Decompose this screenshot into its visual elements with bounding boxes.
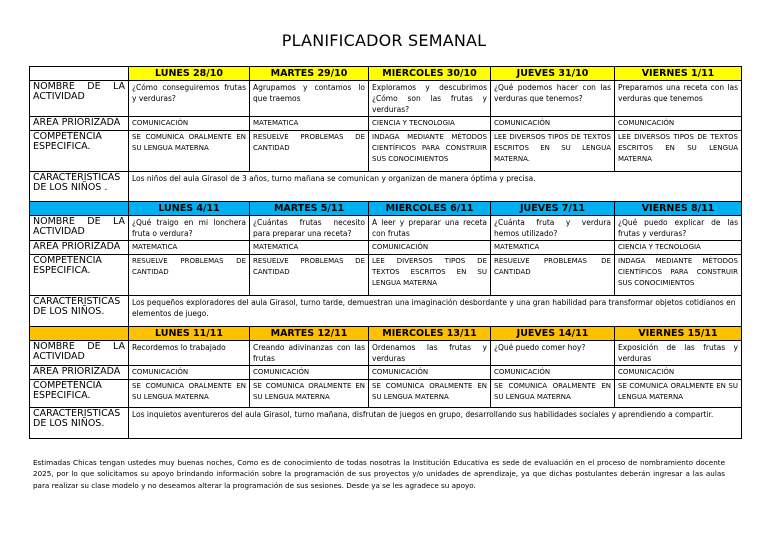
- row-label-actividad: NOMBRE DE LA ACTIVIDAD: [30, 341, 129, 366]
- row-label-competencia: COMPETENCIA ESPECIFICA.: [30, 380, 129, 408]
- day-header: MIERCOLES 6/11: [369, 202, 491, 216]
- day-header: MARTES 29/10: [250, 67, 369, 81]
- day-header: LUNES 28/10: [129, 67, 250, 81]
- competencia-cell: INDAGA MEDIANTE MÉTODOS CIENTÍFICOS PARA CONSTRUIR SUS CONOCIMIENTOS: [369, 131, 491, 172]
- week-2-caracteristicas-row: [30, 296, 742, 327]
- area-cell: MATEMATICA: [129, 241, 250, 255]
- week-3-caracteristicas-row: [30, 408, 742, 439]
- competencia-cell: RESUELVE PROBLEMAS DE CANTIDAD: [491, 255, 615, 296]
- activity-cell: ¿Cuánta fruta y verdura hemos utilizado?: [491, 216, 615, 241]
- week-2-area-row: [30, 241, 742, 255]
- area-cell: COMUNICACIÓN: [369, 366, 491, 380]
- area-cell: COMUNICACIÓN: [369, 241, 491, 255]
- week-3-actividad-row: [30, 341, 742, 366]
- activity-cell: Agrupamos y contamos lo que traemos: [250, 81, 369, 117]
- activity-cell: ¿Qué puedo comer hoy?: [491, 341, 615, 366]
- week-1-actividad-row: [30, 81, 742, 117]
- competencia-cell: RESUELVE PROBLEMAS DE CANTIDAD: [250, 255, 369, 296]
- area-cell: COMUNICACIÓN: [129, 117, 250, 131]
- activity-cell: ¿Qué puedo explicar de las frutas y verduras?: [615, 216, 742, 241]
- competencia-cell: RESUELVE PROBLEMAS DE CANTIDAD: [129, 255, 250, 296]
- competencia-cell: LEE DIVERSOS TIPOS DE TEXTOS ESCRITOS EN SU LENGUA MATERNA: [369, 255, 491, 296]
- activity-cell: Ordenamos las frutas y verduras: [369, 341, 491, 366]
- area-cell: COMUNICACIÓN: [250, 366, 369, 380]
- row-label-actividad: NOMBRE DE LA ACTIVIDAD: [30, 216, 129, 241]
- activity-cell: A leer y preparar una receta con frutas: [369, 216, 491, 241]
- activity-cell: Creando adivinanzas con las frutas: [250, 341, 369, 366]
- day-header: LUNES 4/11: [129, 202, 250, 216]
- footer-note: Estimadas Chicas tengan ustedes muy buenas noches, Como es de conocimiento de todas nosotras la Institución Educativa es sede de evaluación en el proceso de nombramiento docente 2025, por lo que solicitamos su apoyo brindando información sobre la programación de sus proyectos y/o unidades de aprendizaje, ya que dichas postulantes deberán ingresar a las aulas para realizar su clase modelo y no deseamos alterar la programación de sus sesiones. Desde ya se les agradece su apoyo.: [33, 458, 725, 490]
- week-3-competencia-row: [30, 380, 742, 408]
- row-label-competencia: COMPETENCIA ESPECIFICA.: [30, 131, 129, 172]
- header-blank-cell: [30, 202, 129, 216]
- week-1-caracteristicas-row: [30, 172, 742, 202]
- area-cell: COMUNICACIÓN: [491, 117, 615, 131]
- competencia-cell: LEE DIVERSOS TIPOS DE TEXTOS ESCRITOS EN SU LENGUA MATERNA.: [491, 131, 615, 172]
- activity-cell: Exposición de las frutas y verduras: [615, 341, 742, 366]
- caracteristicas-cell: Los niños del aula Girasol de 3 años, turno mañana se comunican y organizan de manera óptima y precisa.: [129, 172, 742, 202]
- week-1-competencia-row: [30, 131, 742, 172]
- area-cell: COMUNICACIÓN: [615, 117, 742, 131]
- weekly-planner-table: [29, 66, 742, 439]
- day-header: VIERNES 15/11: [615, 327, 742, 341]
- row-label-area: AREA PRIORIZADA: [30, 241, 129, 255]
- activity-cell: ¿Cuántas frutas necesito para preparar una receta?: [250, 216, 369, 241]
- activity-cell: ¿Qué podemos hacer con las verduras que tenemos?: [491, 81, 615, 117]
- area-cell: MATEMATICA: [250, 241, 369, 255]
- day-header: VIERNES 8/11: [615, 202, 742, 216]
- row-label-caracteristicas: CARACTERISTICAS DE LOS NIÑOS.: [30, 408, 129, 439]
- day-header: MARTES 12/11: [250, 327, 369, 341]
- day-header: JUEVES 7/11: [491, 202, 615, 216]
- activity-cell: Preparamos una receta con las verduras que tenemos: [615, 81, 742, 117]
- competencia-cell: SE COMUNICA ORALMENTE EN SU LENGUA MATERNA: [369, 380, 491, 408]
- week-3-header-row: [30, 327, 742, 341]
- row-label-caracteristicas: CARACTERISTICAS DE LOS NIÑOS .: [30, 172, 129, 202]
- competencia-cell: SE COMUNICA ORALMENTE EN SU LENGUA MATERNA: [250, 380, 369, 408]
- day-header: MIERCOLES 30/10: [369, 67, 491, 81]
- day-header: VIERNES 1/11: [615, 67, 742, 81]
- week-1-area-row: [30, 117, 742, 131]
- activity-cell: Exploramos y descubrimos ¿Cómo son las frutas y verduras?: [369, 81, 491, 117]
- week-3-area-row: [30, 366, 742, 380]
- row-label-area: AREA PRIORIZADA: [30, 366, 129, 380]
- competencia-cell: SE COMUNICA ORALMENTE EN SU LENGUA MATERNA: [615, 380, 742, 408]
- competencia-cell: SE COMUNICA ORALMENTE EN SU LENGUA MATERNA: [491, 380, 615, 408]
- row-label-actividad: NOMBRE DE LA ACTIVIDAD: [30, 81, 129, 117]
- area-cell: CIENCIA Y TECNOLOGIA: [369, 117, 491, 131]
- week-2-competencia-row: [30, 255, 742, 296]
- area-cell: COMUNICACIÓN: [615, 366, 742, 380]
- row-label-area: AREA PRIORIZADA: [30, 117, 129, 131]
- competencia-cell: RESUELVE PROBLEMAS DE CANTIDAD: [250, 131, 369, 172]
- competencia-cell: SE COMUNICA ORALMENTE EN SU LENGUA MATERNA: [129, 380, 250, 408]
- header-blank-cell: [30, 67, 129, 81]
- activity-cell: ¿Cómo conseguiremos frutas y verduras?: [129, 81, 250, 117]
- day-header: MARTES 5/11: [250, 202, 369, 216]
- header-blank-cell: [30, 327, 129, 341]
- day-header: LUNES 11/11: [129, 327, 250, 341]
- activity-cell: Recordemos lo trabajado: [129, 341, 250, 366]
- activity-cell: ¿Qué traigo en mi lonchera fruta o verdura?: [129, 216, 250, 241]
- competencia-cell: SE COMUNICA ORALMENTE EN SU LENGUA MATERNA: [129, 131, 250, 172]
- area-cell: MATEMATICA: [250, 117, 369, 131]
- area-cell: COMUNICACIÓN: [129, 366, 250, 380]
- area-cell: MATEMATICA: [491, 241, 615, 255]
- caracteristicas-cell: Los inquietos aventureros del aula Girasol, turno mañana, disfrutan de juegos en grupo, desarrollando sus habilidades sociales y aprendiendo a compartir.: [129, 408, 742, 439]
- week-2-actividad-row: [30, 216, 742, 241]
- day-header: JUEVES 14/11: [491, 327, 615, 341]
- area-cell: CIENCIA Y TECNOLOGIA: [615, 241, 742, 255]
- row-label-caracteristicas: CARACTERISTICAS DE LOS NIÑOS.: [30, 296, 129, 327]
- week-1-header-row: [30, 67, 742, 81]
- competencia-cell: LEE DIVERSOS TIPOS DE TEXTOS ESCRITOS EN SU LENGUA MATERNA: [615, 131, 742, 172]
- day-header: MIERCOLES 13/11: [369, 327, 491, 341]
- page-title: PLANIFICADOR SEMANAL: [281, 31, 487, 50]
- area-cell: COMUNICACIÓN: [491, 366, 615, 380]
- week-2-header-row: [30, 202, 742, 216]
- competencia-cell: INDAGA MEDIANTE MÉTODOS CIENTÍFICOS PARA CONSTRUIR SUS CONOCIMIENTOS: [615, 255, 742, 296]
- caracteristicas-cell: Los pequeños exploradores del aula Girasol, turno tarde, demuestran una imaginación desbordante y una gran habilidad para transformar objetos cotidianos en elementos de juego.: [129, 296, 742, 327]
- day-header: JUEVES 31/10: [491, 67, 615, 81]
- row-label-competencia: COMPETENCIA ESPECIFICA.: [30, 255, 129, 296]
